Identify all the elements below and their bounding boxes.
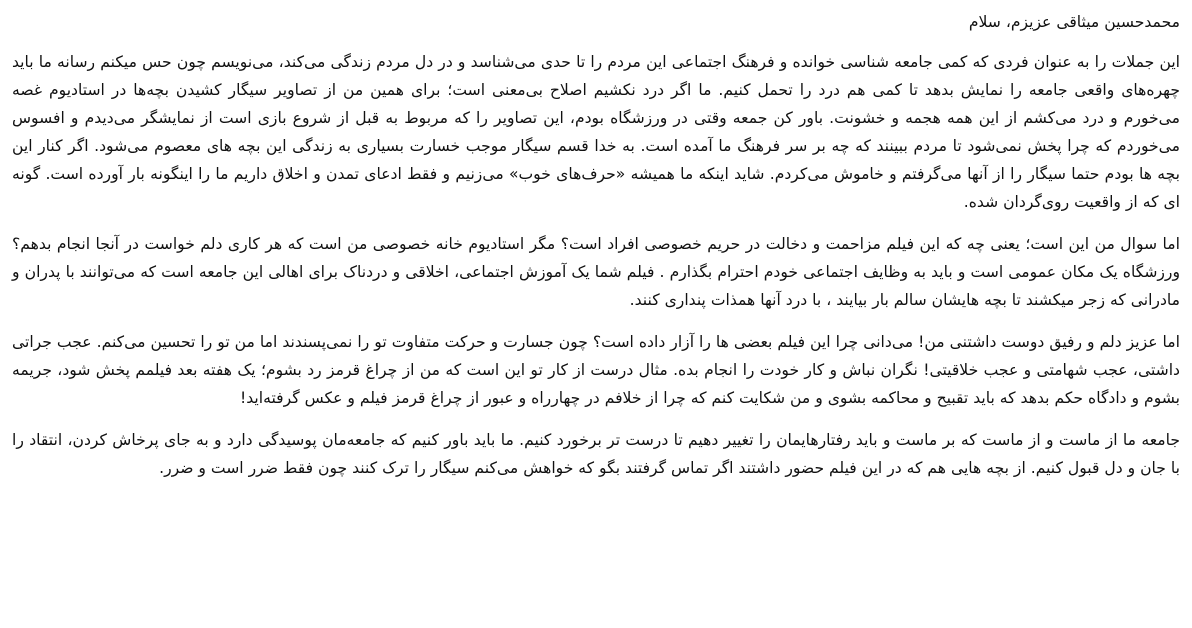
letter-paragraph-3: اما عزیز دلم و رفیق دوست داشتنی من! می‌دانی چرا این فیلم بعضی ها را آزار داده است؟ چون جسارت و حرکت متفاوت تو را نمی‌پسندند اما من تو را تحسین می‌کنم. عجب جراتی داشتی، عجب شهامتی و عجب خلاقیتی! نگران نباش و کار خودت را انجام بده. مثال درست از کار تو این است که من از چراغ قرمز رد بشوم؛ یک هفته بعد فیلمم پخش شود، جریمه بشوم و دادگاه حکم بدهد که باید تقبیح و محاکمه بشوی و من شکایت کنم که چرا از خلافم در چهارراه و عبور از چراغ قرمز فیلم و عکس گرفته‌اید! (12, 333, 1180, 407)
letter-paragraph-4: جامعه ما از ماست و از ماست که بر ماست و باید رفتارهایمان را تغییر دهیم تا درست تر برخورد کنیم. ما باید باور کنیم که جامعه‌مان پوسیدگی دارد و به جای پرخاش کردن، انتقاد را با جان و دل قبول کنیم. از بچه هایی هم که در این فیلم حضور داشتند اگر تماس گرفتند بگو که خواهش می‌کنم سیگار را ترک کنند چون فقط ضرر است و ضرر. (12, 431, 1180, 477)
letter-paragraph-2: اما سوال من این است؛ یعنی چه که این فیلم مزاحمت و دخالت در حریم خصوصی افراد است؟ مگر استادیوم خانه خصوصی من است که هر کاری دلم خواست در آنجا انجام بدهم؟ ورزشگاه یک مکان عمومی است و باید به وظایف اجتماعی خودم احترام بگذارم . فیلم شما یک آموزش اجتماعی، اخلاقی و دردناک برای اهالی این جامعه است که می‌توانند با پدران و مادرانی که زجر میکشند تا بچه هایشان سالم بار بیایند ، با درد آنها همذات پنداری کنند. (12, 235, 1180, 309)
letter-body (12, 8, 1180, 496)
letter-greeting: محمدحسین میثاقی عزیزم، سلام (968, 13, 1180, 31)
letter-paragraph-1: این جملات را به عنوان فردی که کمی جامعه شناسی خوانده و فرهنگ اجتماعی این مردم را تا حدی می‌شناسد و در دل مردم زندگی می‌کند، می‌نویسم چون حس میکنم رسانه ما باید چهره‌های واقعی جامعه را نمایش بدهد تا کمی هم درد را تحمل کنیم. ما اگر درد نکشیم اصلاح بی‌معنی است؛ برای همین من از تصاویر سیگار کشیدن بچه‌ها در استادیوم غصه می‌خورم و درد می‌کشم از این همه هجمه و خشونت. باور کن جمعه وقتی در ورزشگاه بودم، این تصاویر را که مربوط به قبل از شروع بازی است از نمایشگر می‌دیدم و افسوس می‌خوردم که چرا پخش نمی‌شود تا مردم ببینند که چه بر سر فرهنگ ما آمده است. به خدا قسم سیگار موجب خسارت بسیاری به زندگی این بچه های معصوم می‌شود. اگر کنار این بچه ها بودم حتما سیگار را از آنها می‌گرفتم و خاموش می‌کردم. شاید اینکه ما همیشه «حرف‌های خوب» می‌زنیم و فقط ادعای تمدن و اخلاق داریم ما را اینگونه بار آورده است. گونه ای که از واقعیت روی‌گردان شده. (12, 53, 1180, 211)
